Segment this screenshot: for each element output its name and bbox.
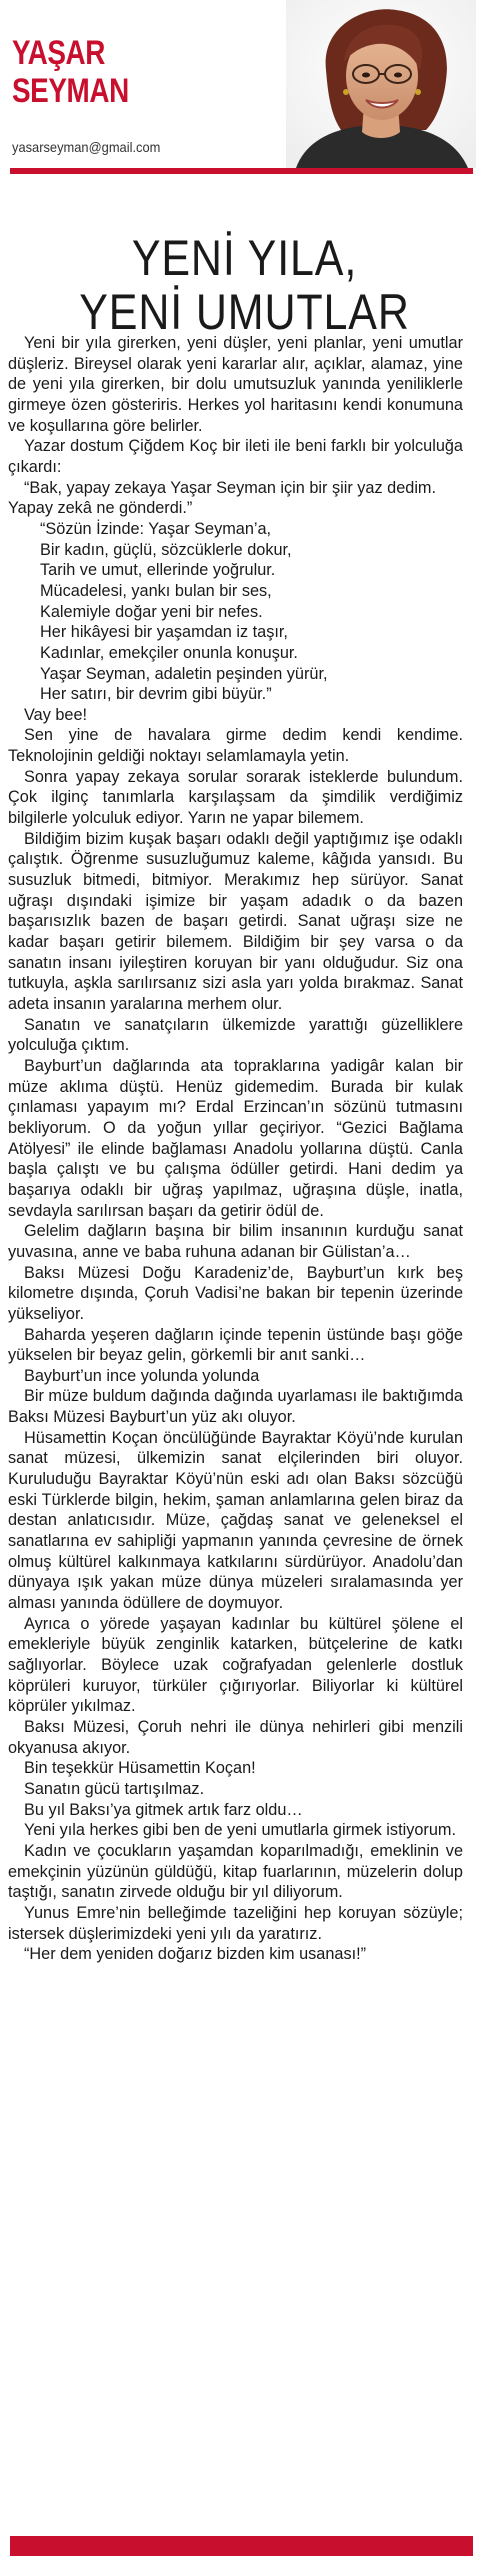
paragraph: Yeni bir yıla girerken, yeni düşler, yeni planlar, yeni umutlar düşleriz. Bireysel olarak yeni kararlar alır, açıklar, alamaz, yine de yeni yıla girerken, bir dolu umutsuzluk yanında yeniliklerle girmeye özen gösteriris. Herkes yol haritasını kendi konumuna ve koşullarına göre belirler. bbox=[8, 334, 463, 435]
column-header bbox=[0, 0, 489, 170]
paragraph: Yazar dostum Çiğdem Koç bir ileti ile beni farklı bir yolculuğa çıkardı: bbox=[8, 437, 463, 476]
paragraph: Baharda yeşeren dağların içinde tepenin üstünde başı göğe yükselen bir beyaz gelin, görkemli bir anıt sanki… bbox=[8, 1325, 463, 1365]
paragraph: Kadın ve çocukların yaşamdan koparılmadığı, emeklinin ve emekçinin yüzünün güldüğü, kitap fuarlarının, müzelerin dolup taştığı, sanatın zirvede olduğu bir yıl diliyorum. bbox=[8, 1841, 463, 1902]
paragraph: Yeni yıla herkes gibi ben de yeni umutlarla girmek istiyorum. bbox=[24, 1821, 456, 1840]
paragraph: Bayburt’un ince yolunda yolunda bbox=[24, 1366, 260, 1385]
author-name bbox=[12, 34, 154, 110]
paragraph: Baksı Müzesi Doğu Karadeniz’de, Bayburt’un kırk beş kilometre dışında, Çoruh Vadisi’ne bakan bir tepenin üzerinde yükseliyor. bbox=[8, 1263, 463, 1323]
paragraph: Yunus Emre’nin belleğimde tazeliğini hep koruyan sözüyle; istersek düşlerimizdeki yeni yılı da yaratırız. bbox=[8, 1903, 463, 1943]
article-body bbox=[8, 333, 463, 1965]
poem: “Sözün İzinde: Yaşar Seyman’a, Bir kadın, güçlü, sözcüklerle dokur, Tarih ve umut, ellerinde yoğrulur. Mücadelesi, yankı bulan bir ses, Kalemiyle doğar yeni bir nefes. Her hikâyesi bir yaşamdan iz taşır, Kadınlar, emekçiler onunla konuşur. Yaşar Seyman, adaletin peşinden yürür, Her satırı, bir devrim gibi büyür.” bbox=[40, 519, 328, 704]
paragraph: Bir müze buldum dağında dağında uyarlaması ile baktığımda Baksı Müzesi Bayburt’un yüz akı oluyor. bbox=[8, 1387, 463, 1427]
header-red-rule bbox=[10, 168, 473, 174]
paragraph: Bu yıl Baksı’ya gitmek artık farz oldu… bbox=[24, 1800, 303, 1819]
paragraph: Bayburt’un dağlarında ata topraklarına yadigâr kalan bir müze aklıma düştü. Henüz gidemedim. Burada bir kulak çınlaması yapayım mı? Erdal Erzincan’ın sözünü tutmasını bekliyorum. O da yoğun yıllar geçiriyor. “Gezici Bağlama Atölyesi” ile elinde bağlaması Anadolu yollarına düştü. Canla başla çalıştı ve bu çalışma ödüller getirdi. Hani dedim ya başarıya odaklı bir uğraş yapılmaz, uğraşına düşle, inatla, sevdayla sarılırsan başarı da getirir ödül de. bbox=[8, 1056, 463, 1220]
paragraph: “Her dem yeniden doğarız bizden kim usanası!” bbox=[24, 1945, 367, 1964]
footer-red-rule bbox=[10, 2536, 473, 2556]
author-email: yasarseyman@gmail.com bbox=[12, 139, 161, 155]
headline-line-2: YENİ UMUTLAR bbox=[79, 284, 410, 341]
headline-line-1: YENİ YILA, bbox=[131, 230, 358, 287]
paragraph: Sen yine de havalara girme dedim kendi kendime. Teknolojinin geldiği noktayı selamlamayla yetin. bbox=[8, 726, 463, 766]
author-last-name: SEYMAN bbox=[12, 72, 129, 110]
article-headline bbox=[0, 231, 489, 339]
paragraph: Sonra yapay zekaya sorular sorarak isteklerde bulundum. Çok ilginç tanımlarla karşılaşsam da şimdilik verdiğimiz bilgilerle yolculuk ediyor. Yarın ne yapar bilemem. bbox=[8, 767, 463, 828]
paragraph: Bin teşekkür Hüsamettin Koçan! bbox=[24, 1759, 256, 1778]
paragraph: Sanatın ve sanatçıların ülkemizde yarattığı güzelliklere yolculuğa çıktım. bbox=[8, 1015, 463, 1055]
paragraph: Hüsamettin Koçan öncülüğünde Bayraktar Köyü’nde kurulan sanat müzesi, ülkemizin sanat elçilerinden biri oluyor. Kuruluduğu Bayraktar Köyü’nün eski adı olan Baksı sözcüğü eski Türklerde bilgin, hekim, şaman anlamlarına gelen biraz da destan anlatıcısıdır. Müze, çağdaş sanat ve geleneksel el sanatlarına ev sahipliği yapmanın yanında çevresine de örnek olmuş kültürel kalkınmaya katkılarını sürdürüyor. Anadolu’dan dünyaya ışık yakan müze dünya müzeleri sıralamasında yer alması yanında ödüllere de doymuyor. bbox=[8, 1428, 463, 1613]
paragraph: Sanatın gücü tartışılmaz. bbox=[24, 1779, 205, 1798]
paragraph: “Bak, yapay zekaya Yaşar Seyman için bir şiir yaz dedim. Yapay zekâ ne gönderdi.” bbox=[8, 478, 437, 518]
paragraph: Bildiğim bizim kuşak başarı odaklı değil yaptığımız işe odaklı çalıştık. Öğrenme susuzluğumuz kaleme, kâğıda yansıdı. Bu susuzluk bitmedi, bitmiyor. Merakımız hep sürüyor. Sanat uğraşı dışındaki işimize bir yaşam adadık o da bazen başarısızlık bazen de başarı getirdi. Sanat uğraşı size ne kadar başarı getirir bilemem. Bildiğim bir şey varsa o da sanatın insanı iyileştiren koruyan bir yanı olduğudur. Siz ona tutkuyla, aşkla sarılırsanız sizi asla yarı yolda bırakmaz. Sanat adeta insanın yaralarına merhem olur. bbox=[8, 829, 463, 1013]
author-portrait bbox=[286, 0, 476, 168]
paragraph: Baksı Müzesi, Çoruh nehri ile dünya nehirleri gibi menzili okyanusa akıyor. bbox=[8, 1717, 463, 1757]
paragraph: Ayrıca o yörede yaşayan kadınlar bu kültürel şölene el emekleriyle büyük zenginlik katarken, bütçelerine de katkı sağlıyorlar. Böylece uzak coğrafyadan gelenlerle dostluk köprüleri kuruyor, türküler çığırıyorlar. Biliyorlar ki kültürel köprüler yıkılmaz. bbox=[8, 1614, 463, 1716]
paragraph: Gelelim dağların başına bir bilim insanının kurduğu sanat yuvasına, anne ve baba ruhuna adanan bir Gülistan’a… bbox=[8, 1222, 463, 1261]
author-first-name: YAŞAR bbox=[12, 34, 105, 72]
paragraph: Vay bee! bbox=[24, 705, 88, 724]
